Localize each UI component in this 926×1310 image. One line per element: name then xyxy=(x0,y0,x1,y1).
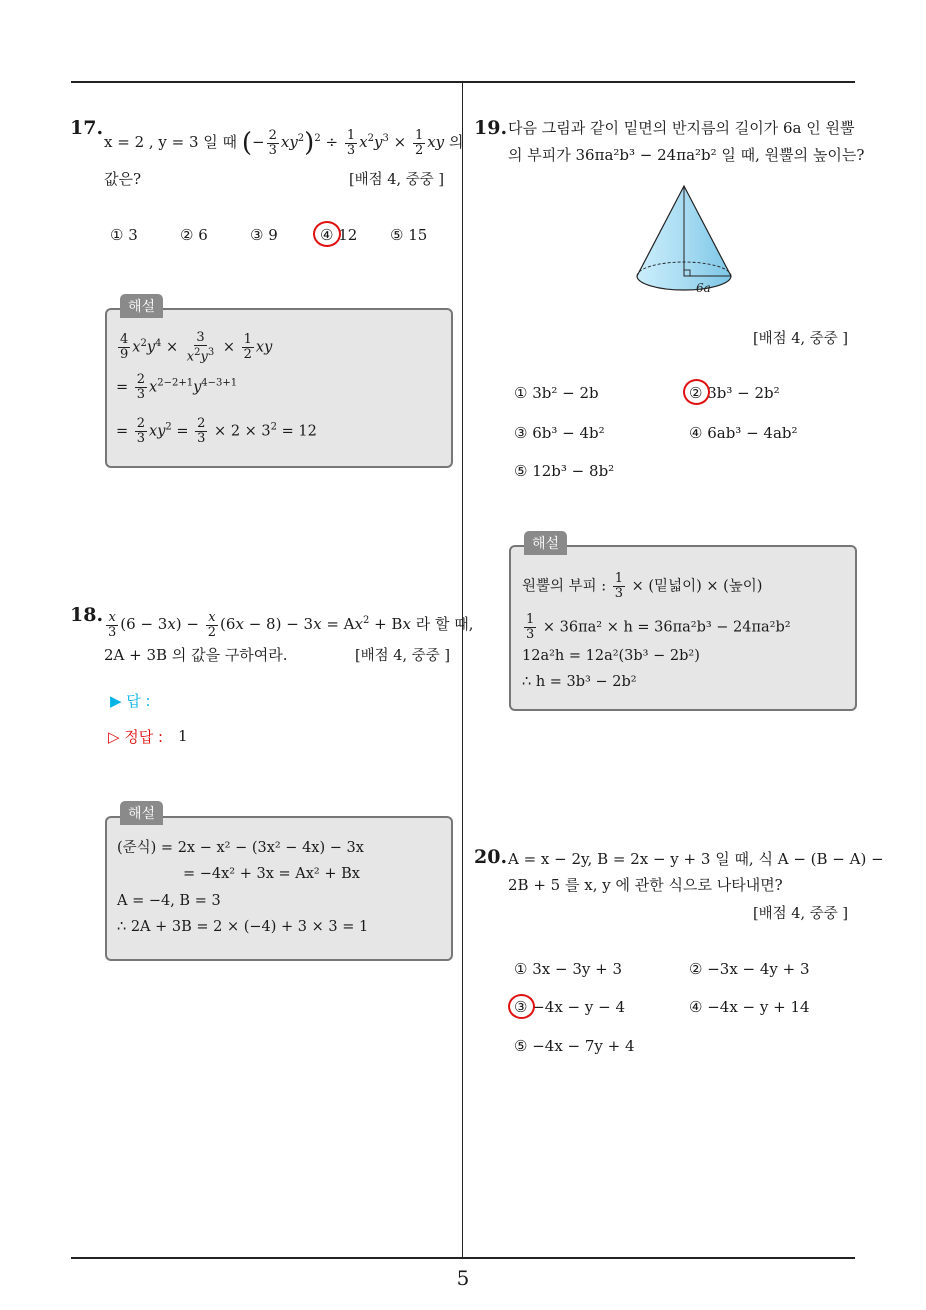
q17-answer-mark xyxy=(313,221,341,247)
q18-solution-line2: = −4x² + 3x = Ax² + Bx xyxy=(183,866,360,882)
cone-radius-label: 6a xyxy=(696,281,711,295)
q19-solution-tab: 해설 xyxy=(524,531,567,555)
q18-solution-line4: ∴ 2A + 3B = 2 × (−4) + 3 × 3 = 1 xyxy=(117,919,369,935)
question-17-number: 17. xyxy=(70,117,104,139)
q18-correct-label: ▷ 정답 : xyxy=(108,728,164,746)
q19-solution-line1-a: 원뿔의 부피 : xyxy=(522,578,607,595)
q19-solution-line2: $\frac{1}{3}$ × 36πa² × h = 36πa²b³ − 24πa²b² xyxy=(526,612,791,642)
q20-choice-1[interactable]: ① 3x − 3y + 3 xyxy=(514,960,622,978)
q19-solution-line4: ∴ h = 3b³ − 2b² xyxy=(522,674,637,690)
q20-answer-mark xyxy=(508,994,535,1019)
question-18-line1: $\frac{x}{3}$ (6 − 3x) − $\frac{x}{2}$ $(6x - 8) - 3x = Ax^2 + Bx$ 라 할 때, xyxy=(108,609,474,640)
q17-choice-2[interactable]: ② 6 xyxy=(180,226,208,244)
column-divider xyxy=(462,83,463,1257)
question-20-line2: 2B + 5 를 x, y 에 관한 식으로 나타내면? xyxy=(508,876,783,894)
question-19-line1: 다음 그림과 같이 밑면의 반지름의 길이가 6a 인 원뿔 xyxy=(508,119,855,137)
q19-solution-line2-text: × 36πa² × h = 36πa²b³ − 24πa²b² xyxy=(542,619,791,636)
question-17-condition: x = 2 , y = 3 일 때 xyxy=(104,133,238,151)
question-18-line2: 2A + 3B 의 값을 구하여라. xyxy=(104,646,288,664)
question-17-line2: 값은? xyxy=(104,170,142,188)
q19-solution-line1: 원뿔의 부피 : $\frac{1}{3}$ × (밑넓이) × (높이) xyxy=(522,571,763,601)
q19-solution-line3: 12a²h = 12a²(3b³ − 2b²) xyxy=(522,648,700,664)
q17-solution-tab: 해설 xyxy=(120,294,163,318)
question-19-meta: [배점 4, 중중 ] xyxy=(753,331,849,347)
question-17-tail: 의 xyxy=(448,133,464,151)
q20-choice-5[interactable]: ⑤ −4x − 7y + 4 xyxy=(514,1037,635,1055)
question-17-div: ÷ xyxy=(325,133,339,151)
q19-choice-2[interactable]: ② 3b³ − 2b² xyxy=(689,384,780,402)
q20-choice-4[interactable]: ④ −4x − y + 14 xyxy=(689,998,810,1016)
q17-solution-line2: = $\frac{2}{3}$ $x^{2-2+1}y^{4-3+1}$ xyxy=(116,372,238,402)
q17-choice-4[interactable]: ④ 12 xyxy=(320,226,358,244)
question-17-line1: x = 2 , y = 3 일 때 (− $\frac{2}{3}$ $xy^2)^2$ ÷ $\frac{1}{3}$ $x^2y^3$ × $\frac{1}{2}$ xy 의 xyxy=(104,127,464,158)
q17-choice-3[interactable]: ③ 9 xyxy=(250,226,278,244)
q19-choice-5[interactable]: ⑤ 12b³ − 8b² xyxy=(514,462,615,480)
q20-choice-3[interactable]: ③ −4x − y − 4 xyxy=(514,998,626,1016)
cone-figure xyxy=(630,180,740,302)
q19-answer-mark xyxy=(683,379,710,405)
q18-solution-line3: A = −4, B = 3 xyxy=(117,893,221,909)
q17-solution-line3: = $\frac{2}{3}$ $xy^2$ = $\frac{2}{3}$ × $2 \times 3^2 = 12$ xyxy=(116,416,317,446)
page-number: 5 xyxy=(456,1266,470,1290)
q17-choice-5[interactable]: ⑤ 15 xyxy=(390,226,428,244)
q19-choice-4[interactable]: ④ 6ab³ − 4ab² xyxy=(689,424,798,442)
q19-solution-line1-b: × (밑넓이) × (높이) xyxy=(631,578,763,595)
question-20-meta: [배점 4, 중중 ] xyxy=(753,906,849,922)
question-18-number: 18. xyxy=(70,604,104,626)
q20-choice-2[interactable]: ② −3x − 4y + 3 xyxy=(689,960,810,978)
question-19-line2: 의 부피가 36πa²b³ − 24πa²b² 일 때, 원뿔의 높이는? xyxy=(508,146,865,164)
question-20-line1: A = x − 2y, B = 2x − y + 3 일 때, 식 A − (B − A) − xyxy=(508,850,884,868)
question-18-tail: 라 할 때, xyxy=(415,615,474,633)
q18-solution-tab: 해설 xyxy=(120,801,163,825)
top-rule xyxy=(71,81,855,83)
q17-choice-1[interactable]: ① 3 xyxy=(110,226,138,244)
question-19-number: 19. xyxy=(474,117,508,139)
q18-correct-value: 1 xyxy=(178,727,188,745)
q17-solution-line1: $\frac{4}{9}$ $x^2y^4$ × $\frac{3}{x^2y^3}$ × $\frac{1}{2}$ xy xyxy=(120,330,273,365)
q18-answer-label: ▶ 답 : xyxy=(110,692,151,710)
question-18-meta: [배점 4, 중중 ] xyxy=(355,648,451,664)
q19-choice-3[interactable]: ③ 6b³ − 4b² xyxy=(514,424,605,442)
bottom-rule xyxy=(71,1257,855,1259)
q19-choice-1[interactable]: ① 3b² − 2b xyxy=(514,384,599,402)
question-20-number: 20. xyxy=(474,846,508,868)
question-17-meta: [배점 4, 중중 ] xyxy=(349,172,445,188)
q18-solution-line1: (준식) = 2x − x² − (3x² − 4x) − 3x xyxy=(117,840,364,856)
